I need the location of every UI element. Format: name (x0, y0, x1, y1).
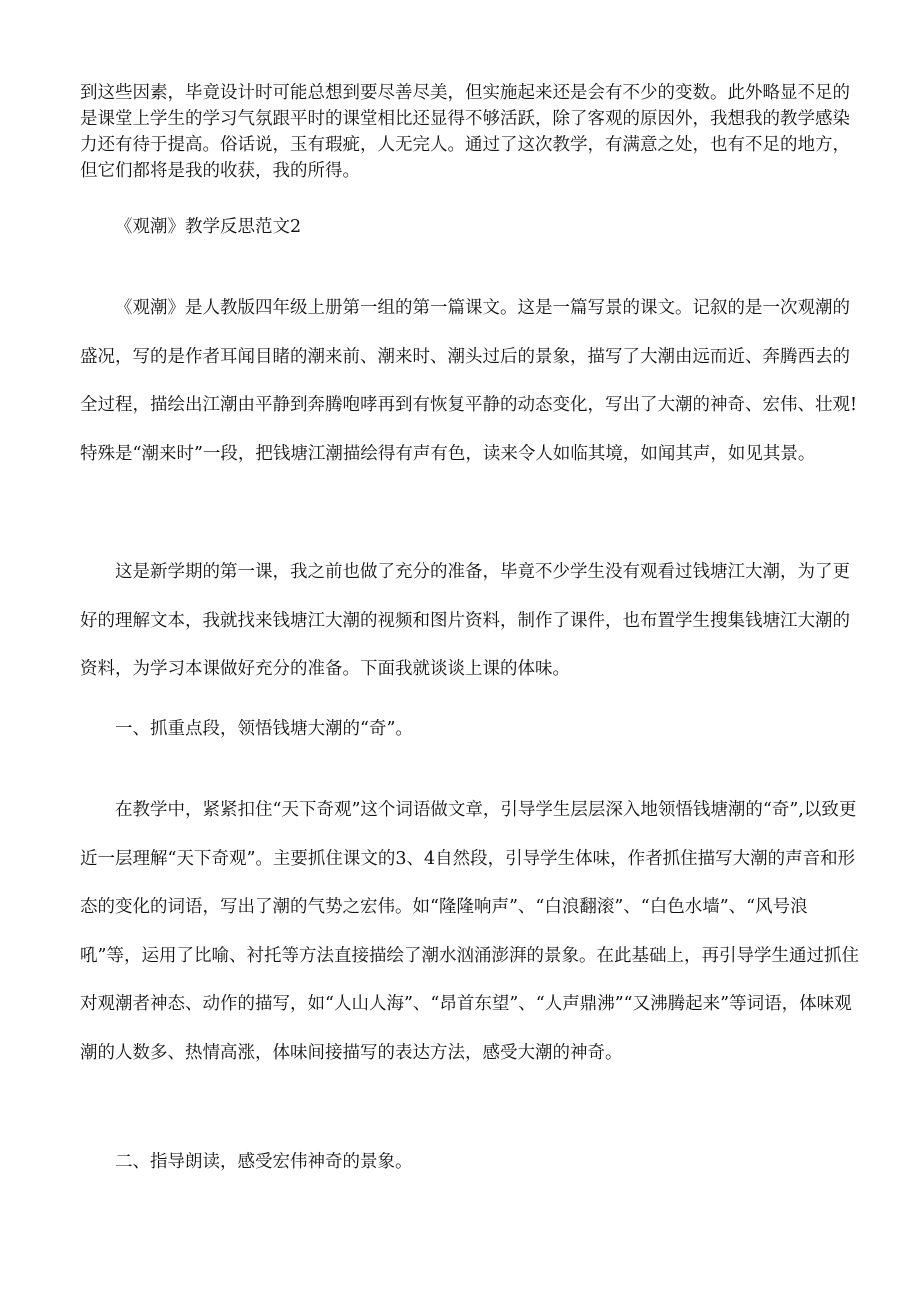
point-two-heading: 二、指导朗读，感受宏伟神奇的景象。 (115, 1152, 413, 1172)
continuation-paragraph: 到这些因素，毕竟设计时可能总想到要尽善尽美，但实施起来还是会有不少的变数。此外略显不足的是课堂上学生的学习气氛跟平时的课堂相比还显得不够活跃，除了客观的原因外，我想我的教学感染力还有待于提高。俗话说，玉有瑕疵，人无完人。通过了这次教学，有满意之处，也有不足的地方，但它们都将是我的收获，我的所得。 (80, 83, 850, 181)
intro-paragraph: 《观潮》是人教版四年级上册第一组的第一篇课文。这是一篇写景的课文。记叙的是一次观潮的盛况，写的是作者耳闻目睹的潮来前、潮来时、潮头过后的景象，描写了大潮由远而近、奔腾西去的全过程，描绘出江潮由平静到奔腾咆哮再到有恢复平静的动态变化，写出了大潮的神奇、宏伟、壮观!特殊是“潮来时”一段，把钱塘江潮描绘得有声有色，读来令人如临其境，如闻其声，如见其景。 (80, 298, 858, 464)
section-heading: 《观潮》教学反思范文2 (115, 217, 302, 237)
point-one-heading: 一、抓重点段，领悟钱塘大潮的“奇”。 (115, 719, 413, 739)
method-paragraph: 在教学中，紧紧扣住“天下奇观”这个词语做文章，引导学生层层深入地领悟钱塘潮的“奇”,以致更近一层理解“天下奇观”。主要抓住课文的3、4自然段，引导学生体味，作者抓住描写大潮的声音和形态的变化的词语，写出了潮的气势之宏伟。如“隆隆响声”、“白浪翻滚”、“白色水墙”、“风号浪吼”等，运用了比喻、衬托等方法直接描绘了潮水汹涌澎湃的景象。在此基础上，再引导学生通过抓住对观潮者神态、动作的描写，如“人山人海”、“昂首东望”、“人声鼎沸”“又沸腾起来”等词语，体味观潮的人数多、热情高涨，体味间接描写的表达方法，感受大潮的神奇。 (80, 800, 859, 1063)
preparation-paragraph: 这是新学期的第一课，我之前也做了充分的准备，毕竟不少学生没有观看过钱塘江大潮，为了更好的理解文本，我就找来钱塘江大潮的视频和图片资料，制作了课件，也布置学生搜集钱塘江大潮的资料，为学习本课做好充分的准备。下面我就谈谈上课的体味。 (80, 562, 850, 679)
